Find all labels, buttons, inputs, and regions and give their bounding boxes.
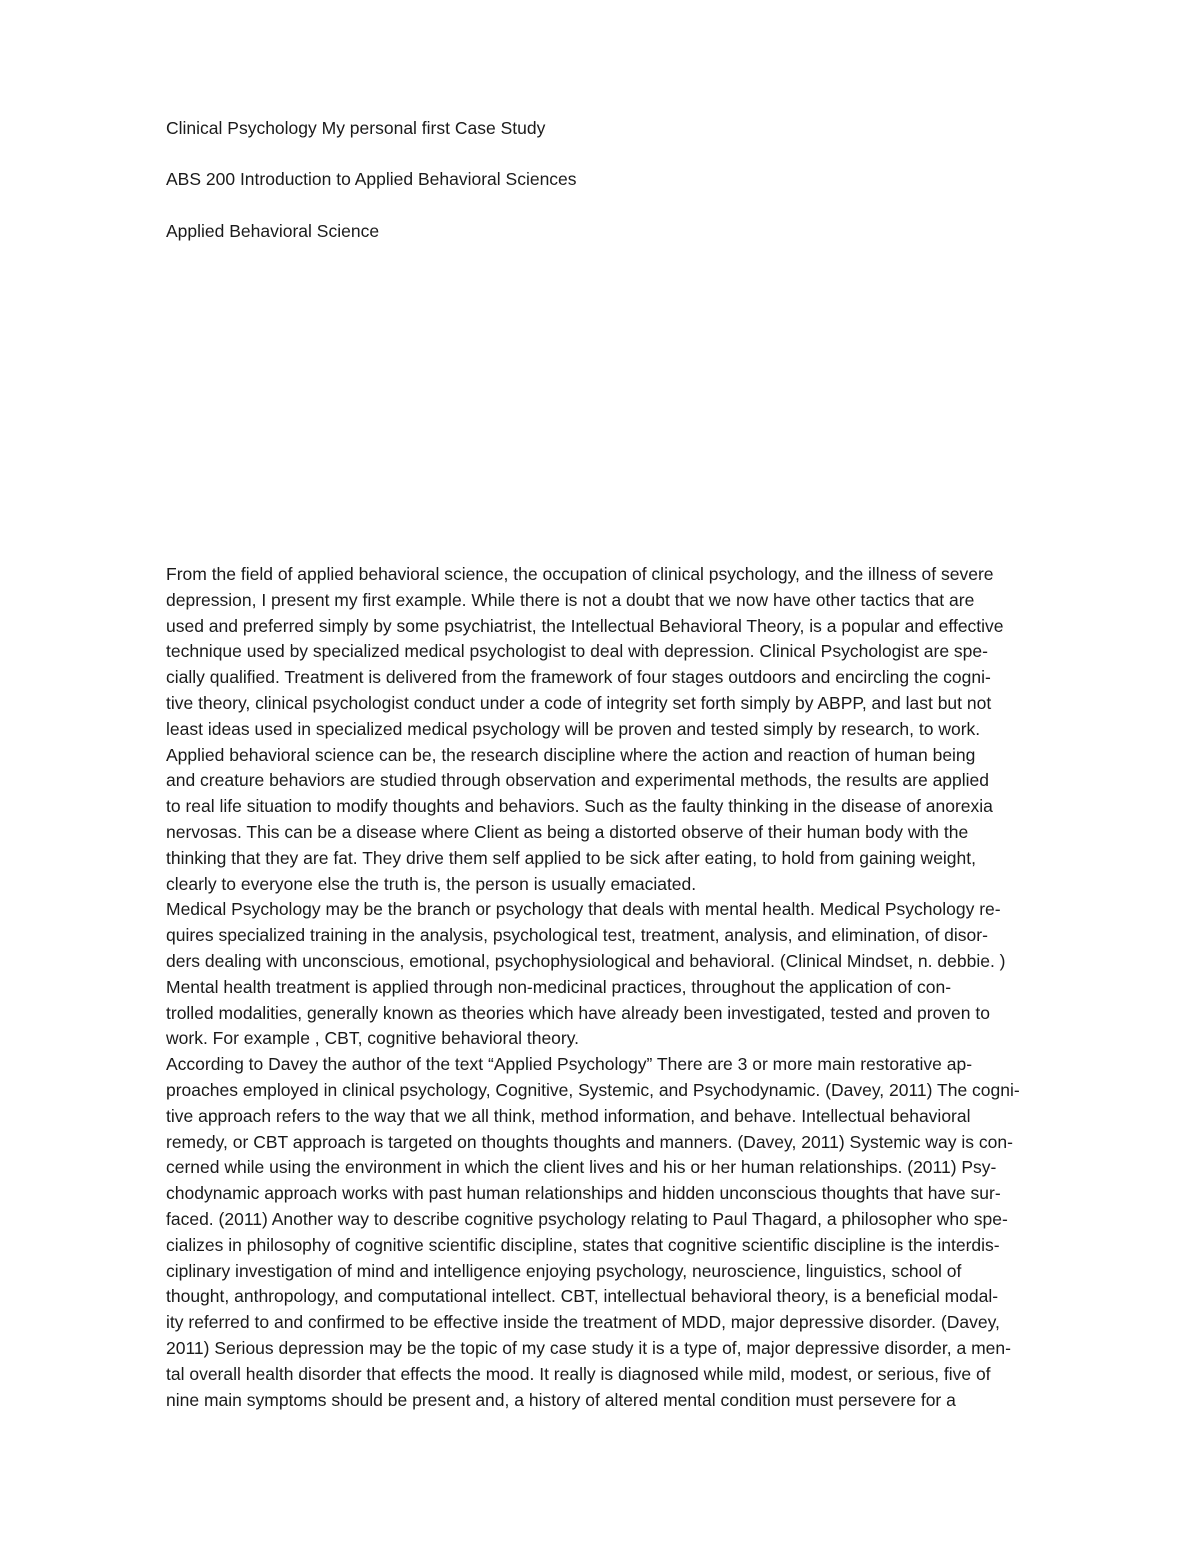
body-line: trolled modalities, generally known as theories which have already been investigated, tested and proven to bbox=[166, 1002, 990, 1023]
body-line: 2011) Serious depression may be the topic of my case study it is a type of, major depressive disorder, a men- bbox=[166, 1337, 1011, 1358]
body-line: cializes in philosophy of cognitive scientific discipline, states that cognitive scientific discipline is the interdis- bbox=[166, 1234, 1000, 1255]
body-line: technique used by specialized medical psychologist to deal with depression. Clinical Psychologist are spe- bbox=[166, 641, 988, 662]
body-text bbox=[166, 562, 1066, 1413]
course-name: ABS 200 Introduction to Applied Behavioral Sciences bbox=[166, 169, 577, 189]
body-line: proaches employed in clinical psychology, Cognitive, Systemic, and Psychodynamic. (Davey, 2011) The cogni- bbox=[166, 1079, 1020, 1100]
body-line: Mental health treatment is applied through non-medicinal practices, throughout the application of con- bbox=[166, 976, 952, 997]
body-line: ciplinary investigation of mind and intelligence enjoying psychology, neuroscience, linguistics, school of bbox=[166, 1260, 962, 1281]
body-line: According to Davey the author of the text “Applied Psychology” There are 3 or more main restorative ap- bbox=[166, 1054, 973, 1075]
body-line: chodynamic approach works with past human relationships and hidden unconscious thoughts that have sur- bbox=[166, 1183, 1001, 1204]
body-line: used and preferred simply by some psychiatrist, the Intellectual Behavioral Theory, is a popular and effective bbox=[166, 615, 1004, 636]
body-line: least ideas used in specialized medical psychology will be proven and tested simply by research, to work. bbox=[166, 718, 981, 739]
body-line: quires specialized training in the analysis, psychological test, treatment, analysis, and elimination, of disor- bbox=[166, 925, 988, 946]
document-title: Clinical Psychology My personal first Case Study bbox=[166, 118, 546, 138]
body-line: thinking that they are fat. They drive them self applied to be sick after eating, to hold from gaining weight, bbox=[166, 847, 976, 868]
body-line: ders dealing with unconscious, emotional, psychophysiological and behavioral. (Clinical Mindset, n. debbie. ) bbox=[166, 950, 1006, 971]
body-line: tive theory, clinical psychologist conduct under a code of integrity set forth simply by ABPP, and last but not bbox=[166, 692, 992, 713]
body-line: work. For example , CBT, cognitive behavioral theory. bbox=[166, 1028, 580, 1049]
body-line: tive approach refers to the way that we all think, method information, and behave. Intellectual behavioral bbox=[166, 1105, 971, 1126]
body-line: ity referred to and confirmed to be effective inside the treatment of MDD, major depressive disorder. (Davey, bbox=[166, 1312, 1000, 1333]
body-line: nervosas. This can be a disease where Client as being a distorted observe of their human body with the bbox=[166, 821, 969, 842]
body-line: faced. (2011) Another way to describe cognitive psychology relating to Paul Thagard, a philosopher who spe- bbox=[166, 1208, 1008, 1229]
body-line: nine main symptoms should be present and, a history of altered mental condition must persevere for a bbox=[166, 1389, 956, 1410]
body-line: cerned while using the environment in which the client lives and his or her human relationships. (2011) Psy- bbox=[166, 1157, 997, 1178]
body-line: Applied behavioral science can be, the research discipline where the action and reaction of human being bbox=[166, 744, 976, 765]
body-line: tal overall health disorder that effects the mood. It really is diagnosed while mild, modest, or serious, five of bbox=[166, 1363, 991, 1384]
body-line: thought, anthropology, and computational intellect. CBT, intellectual behavioral theory, is a beneficial modal- bbox=[166, 1286, 999, 1307]
body-line: cially qualified. Treatment is delivered from the framework of four stages outdoors and encircling the cogni- bbox=[166, 667, 991, 688]
body-line: clearly to everyone else the truth is, the person is usually emaciated. bbox=[166, 873, 697, 894]
body-line: and creature behaviors are studied through observation and experimental methods, the results are applied bbox=[166, 770, 990, 791]
body-line: depression, I present my first example. While there is not a doubt that we now have other tactics that are bbox=[166, 589, 975, 610]
subject-name: Applied Behavioral Science bbox=[166, 221, 380, 241]
body-line: to real life situation to modify thoughts and behaviors. Such as the faulty thinking in the disease of anorexia bbox=[166, 796, 993, 817]
body-line: remedy, or CBT approach is targeted on thoughts thoughts and manners. (Davey, 2011) Systemic way is con- bbox=[166, 1131, 1013, 1152]
body-line: From the field of applied behavioral science, the occupation of clinical psychology, and the illness of severe bbox=[166, 564, 994, 584]
body-line: Medical Psychology may be the branch or psychology that deals with mental health. Medical Psychology re- bbox=[166, 899, 1001, 920]
